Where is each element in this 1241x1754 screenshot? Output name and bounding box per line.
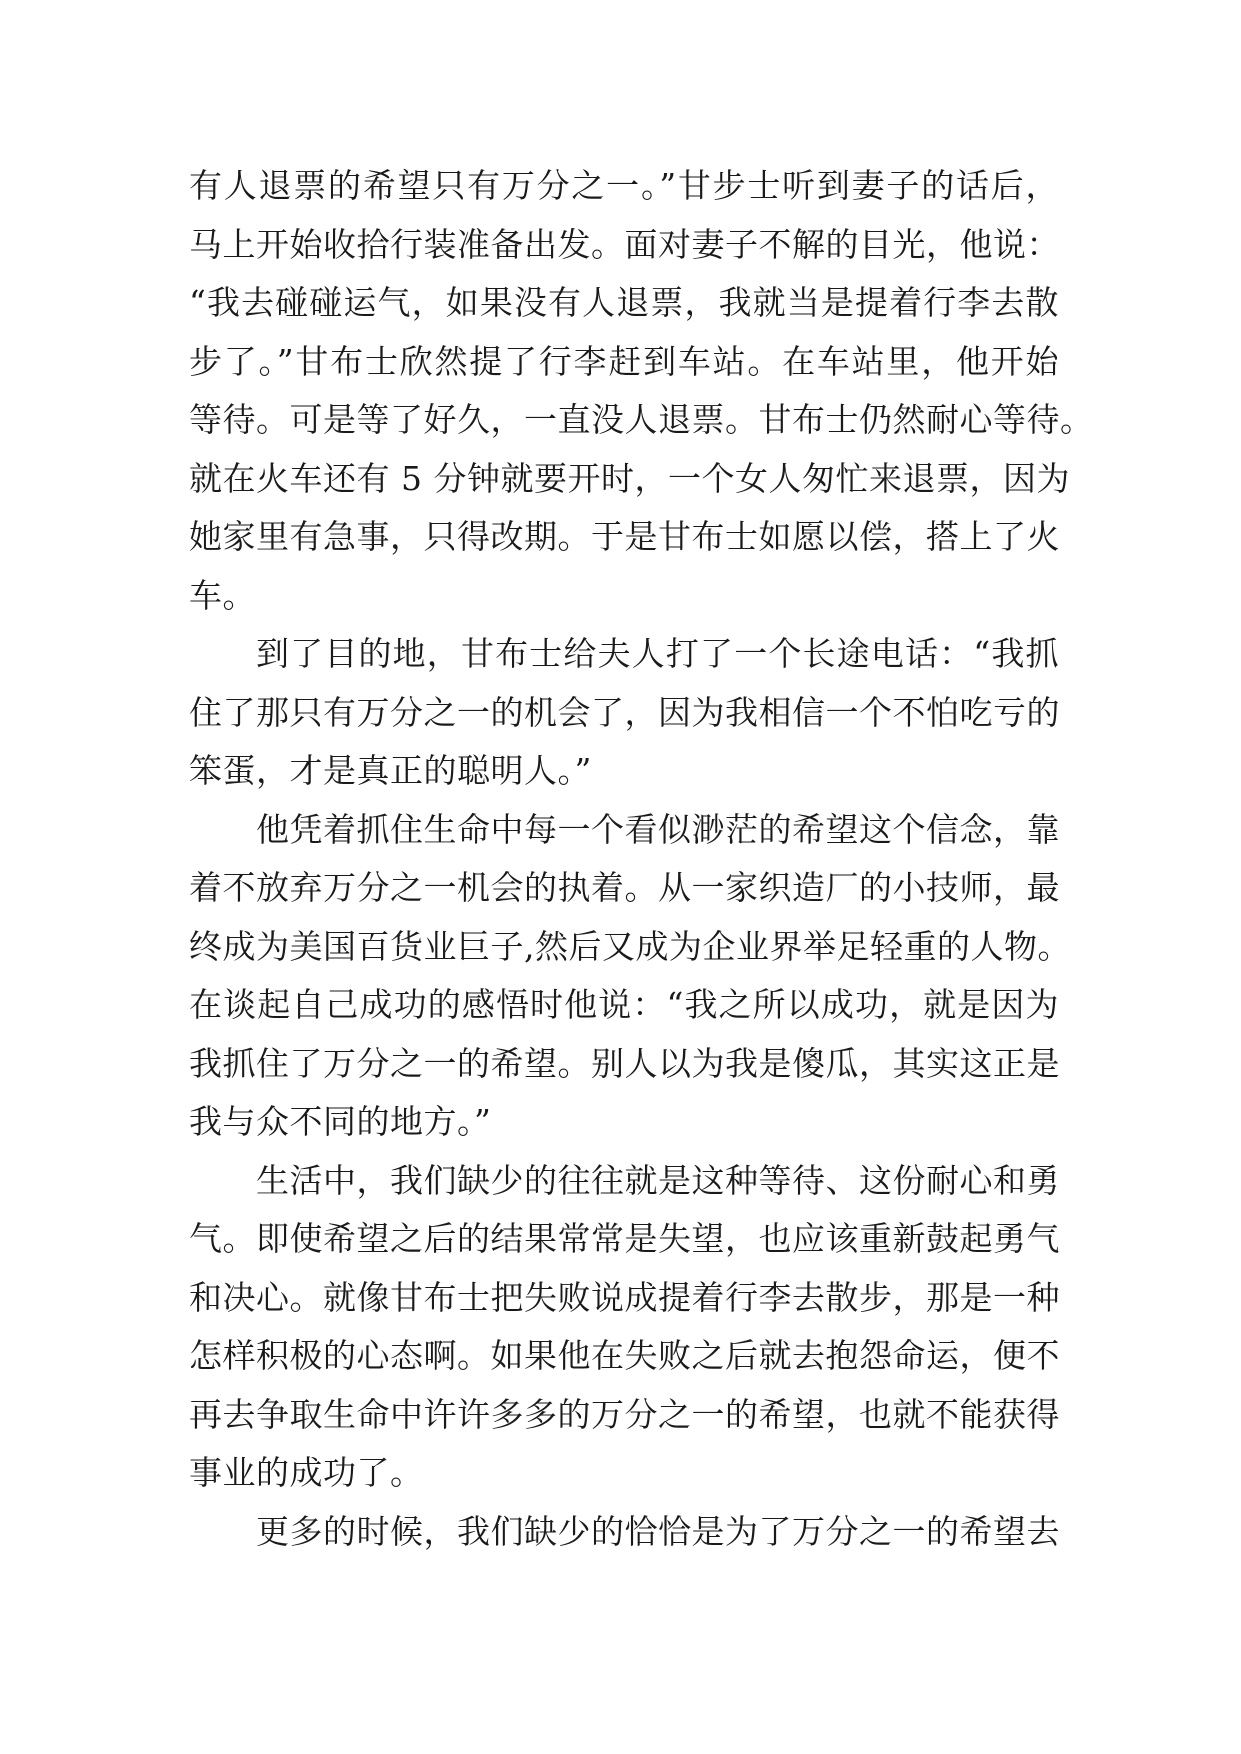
- text-line: 我抓住了万分之一的希望。别人以为我是傻瓜，其实这正是: [189, 1043, 1060, 1083]
- text-line: 有人退票的希望只有万分之一。”甘步士听到妻子的话后，: [189, 166, 1059, 205]
- text-line: 气。即使希望之后的结果常常是失望，也应该重新鼓起勇气: [189, 1219, 1060, 1258]
- text-line: 我与众不同的地方。”: [189, 1102, 492, 1141]
- text-line: 步了。”甘布士欣然提了行李赶到车站。在车站里，他开始: [189, 341, 1059, 381]
- text-line: 他凭着抓住生命中每一个看似渺茫的希望这个信念，靠: [256, 809, 1060, 849]
- text-line: 怎样积极的心态啊。如果他在失败之后就去抱怨命运，便不: [189, 1336, 1060, 1375]
- text-line: 生活中，我们缺少的往往就是这种等待、这份耐心和勇: [256, 1160, 1060, 1200]
- text-line: 再去争取生命中许许多多的万分之一的希望，也就不能获得: [189, 1394, 1060, 1434]
- text-line: 到了目的地，甘布士给夫人打了一个长途电话：“我抓: [256, 634, 1059, 673]
- text-line: 事业的成功了。: [189, 1453, 424, 1492]
- text-line: 等待。可是等了好久，一直没人退票。甘布士仍然耐心等待。: [189, 400, 1094, 439]
- text-line: 在谈起自己成功的感悟时他说：“我之所以成功，就是因为: [189, 985, 1059, 1024]
- text-line: 车。: [189, 575, 256, 615]
- text-line: 笨蛋，才是真正的聪明人。”: [189, 751, 592, 790]
- text-line: 终成为美国百货业巨子,然后又成为企业界举足轻重的人物。: [189, 926, 1071, 966]
- text-line: 和决心。就像甘布士把失败说成提着行李去散步，那是一种: [189, 1277, 1060, 1317]
- text-line: 就在火车还有 5 分钟就要开时，一个女人匆忙来退票，因为: [189, 458, 1070, 498]
- text-line: “我去碰碰运气，如果没有人退票，我就当是提着行李去散: [189, 283, 1059, 322]
- body-text: [189, 157, 1094, 1561]
- text-line: 她家里有急事，只得改期。于是甘布士如愿以偿，搭上了火: [189, 517, 1060, 556]
- text-line: 更多的时候，我们缺少的恰恰是为了万分之一的希望去: [256, 1511, 1060, 1551]
- text-line: 马上开始收拾行装准备出发。面对妻子不解的目光，他说：: [189, 224, 1060, 264]
- text-line: 着不放弃万分之一机会的执着。从一家织造厂的小技师，最: [189, 868, 1060, 907]
- text-line: 住了那只有万分之一的机会了，因为我相信一个不怕吃亏的: [189, 692, 1060, 732]
